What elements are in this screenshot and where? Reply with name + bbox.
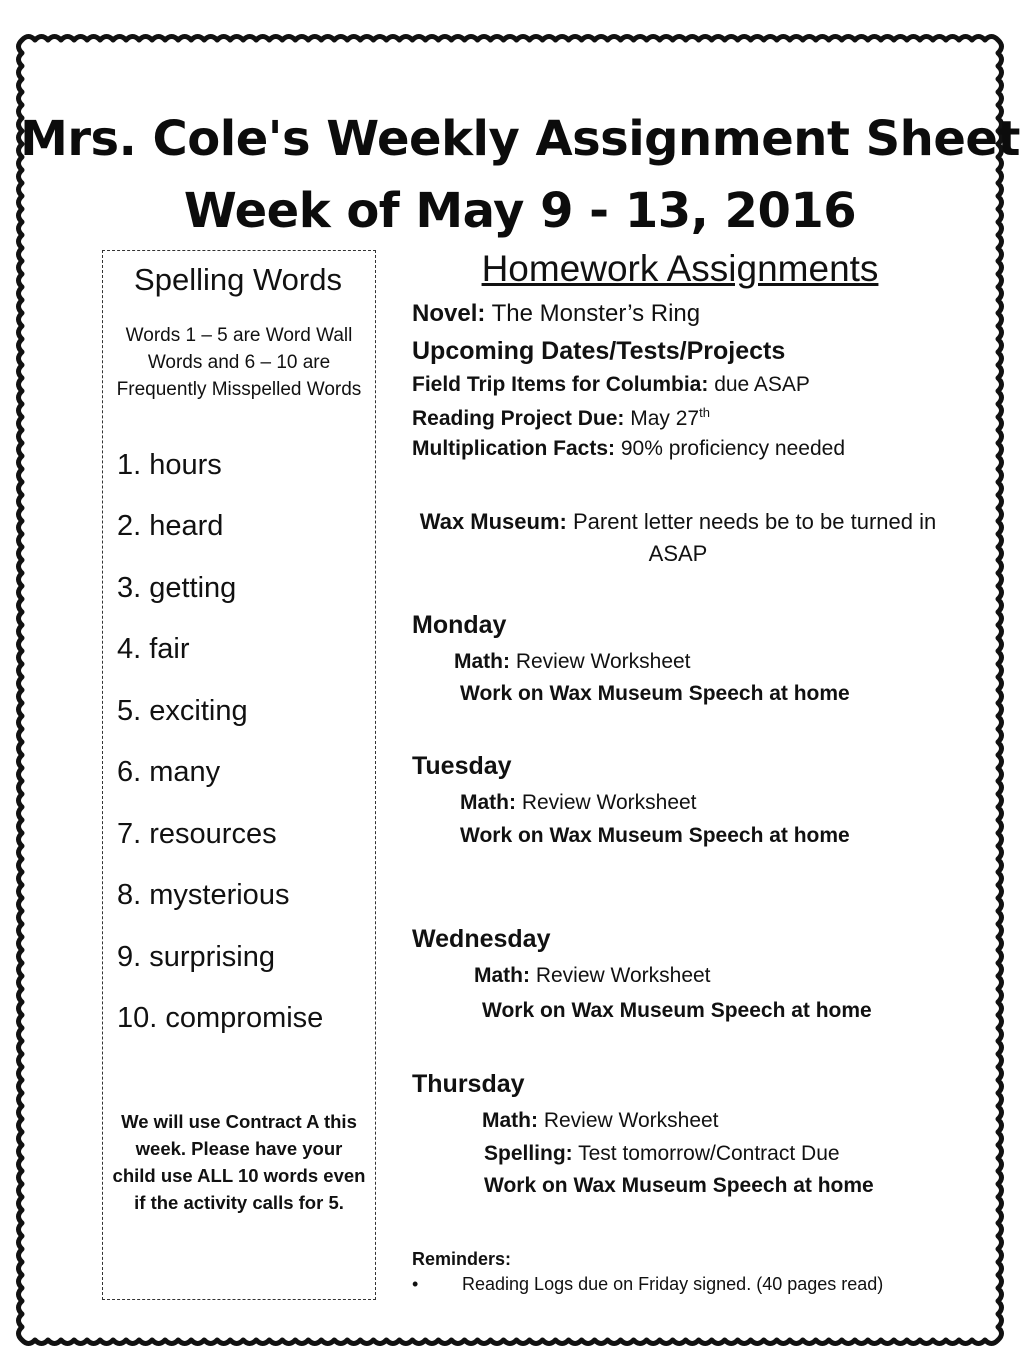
monday-speech: Work on Wax Museum Speech at home	[460, 682, 850, 705]
day-wednesday: Wednesday	[412, 925, 551, 953]
wax-museum-value: Parent letter needs be to be turned in ASAP	[566, 509, 937, 566]
spelling-word: 9. surprising	[117, 941, 275, 973]
wednesday-speech: Work on Wax Museum Speech at home	[482, 999, 872, 1022]
tuesday-math	[460, 791, 697, 815]
spelling-note: Words 1 – 5 are Word Wall Words and 6 – 10 are Frequently Misspelled Words	[116, 325, 362, 400]
thursday-math	[482, 1109, 719, 1133]
spelling-word: 4. fair	[117, 633, 190, 665]
novel-label: Novel:	[412, 300, 486, 327]
field-trip-label: Field Trip Items for Columbia:	[412, 373, 709, 396]
reading-project-sup: th	[699, 405, 710, 420]
multiplication-line	[412, 437, 845, 461]
math-value: Review Worksheet	[538, 1109, 719, 1132]
math-label: Math:	[482, 1109, 538, 1132]
monday-math	[454, 650, 691, 674]
thursday-speech: Work on Wax Museum Speech at home	[484, 1174, 874, 1197]
contract-note: We will use Contract A this week. Please have your child use ALL 10 words even if the activity calls for 5.	[112, 1111, 366, 1213]
page-title-line2: Week of May 9 - 13, 2016	[183, 183, 857, 239]
bullet-icon: •	[412, 1274, 419, 1294]
math-label: Math:	[460, 791, 516, 814]
math-value: Review Worksheet	[530, 964, 711, 987]
day-tuesday: Tuesday	[412, 752, 512, 780]
day-monday: Monday	[412, 611, 507, 639]
math-label: Math:	[454, 650, 510, 673]
math-label: Math:	[474, 964, 530, 987]
upcoming-heading: Upcoming Dates/Tests/Projects	[412, 337, 786, 365]
spelling-word: 1. hours	[117, 449, 222, 481]
math-value: Review Worksheet	[510, 650, 691, 673]
spelling-heading: Spelling Words	[134, 262, 342, 297]
multiplication-value: 90% proficiency needed	[615, 437, 846, 460]
spelling-word: 7. resources	[117, 818, 277, 850]
wax-museum-label: Wax Museum:	[419, 509, 567, 534]
multiplication-label: Multiplication Facts:	[412, 437, 616, 460]
novel-line	[412, 300, 700, 328]
field-trip-value: due ASAP	[708, 373, 810, 396]
wednesday-math	[474, 964, 711, 988]
day-thursday: Thursday	[412, 1070, 525, 1098]
reminders-label: Reminders:	[412, 1249, 512, 1269]
page-title-line1: Mrs. Cole's Weekly Assignment Sheet	[20, 111, 1020, 167]
reading-project-value: May 27	[624, 407, 700, 430]
novel-value: The Monster’s Ring	[485, 300, 701, 327]
spelling-value: Test tomorrow/Contract Due	[572, 1142, 840, 1165]
wax-museum-note	[418, 506, 938, 570]
spelling-word: 8. mysterious	[117, 879, 290, 911]
spelling-label: Spelling:	[484, 1142, 573, 1165]
tuesday-speech: Work on Wax Museum Speech at home	[460, 824, 850, 847]
spelling-word: 2. heard	[117, 510, 224, 542]
reminder-text: Reading Logs due on Friday signed. (40 pages read)	[462, 1274, 884, 1294]
spelling-word: 10. compromise	[117, 1002, 324, 1034]
spelling-word: 6. many	[117, 756, 221, 788]
thursday-spelling	[484, 1142, 840, 1166]
field-trip-line	[412, 373, 810, 397]
reminder-item	[412, 1274, 883, 1295]
homework-heading: Homework Assignments	[481, 248, 879, 289]
spelling-word: 5. exciting	[117, 695, 248, 727]
math-value: Review Worksheet	[516, 791, 697, 814]
reading-project-line	[412, 405, 710, 431]
reading-project-label: Reading Project Due:	[412, 407, 625, 430]
spelling-word: 3. getting	[117, 572, 237, 604]
